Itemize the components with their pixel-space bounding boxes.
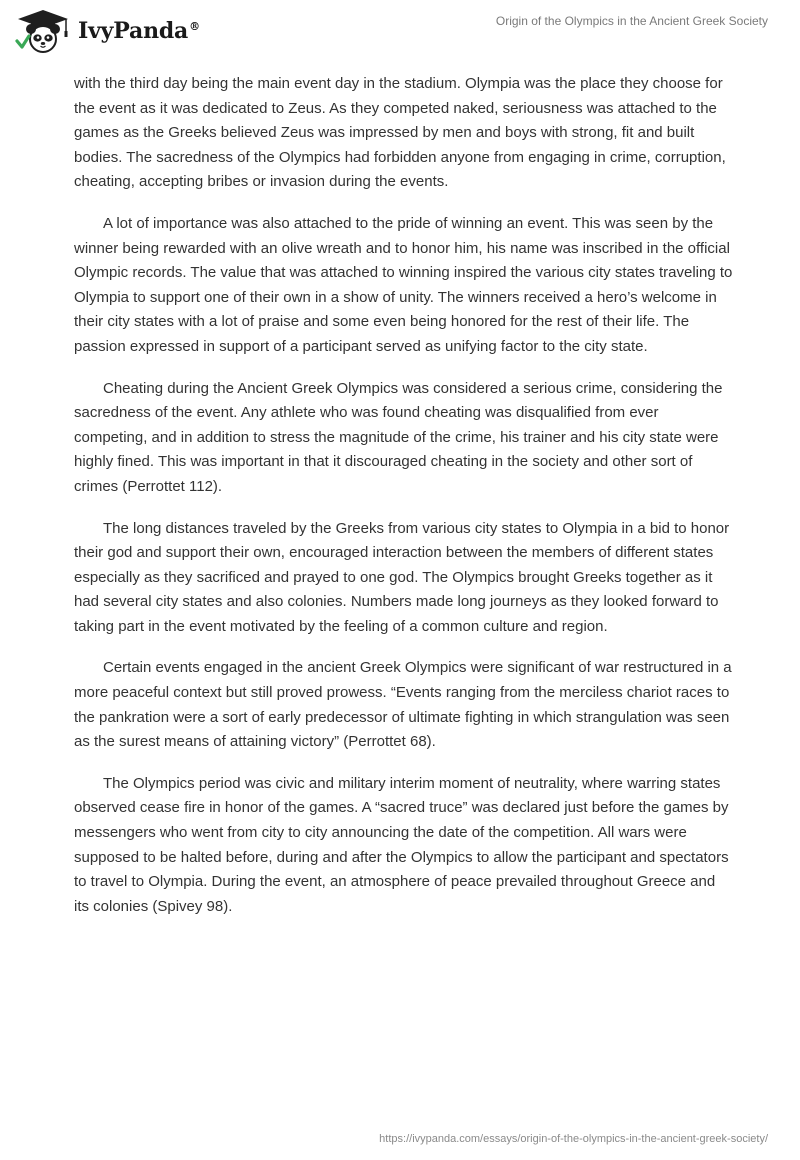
essay-paragraph: The Olympics period was civic and military interim moment of neutrality, where warring states observed cease fire in honor of the games. A “sacred truce” was declared just before the games by messengers who went from city to city announcing the date of the competition. All wars were supposed to be halted before, during and after the Olympics to allow the participant and spectators to travel to Olympia. During the event, an atmosphere of peace prevailed throughout Greece and its colonies (Spivey 98). [74,774,729,915]
essay-paragraph: with the third day being the main event day in the stadium. Olympia was the place they choose for the event as it was dedicated to Zeus. As they competed naked, seriousness was attached to the games as the Greeks believed Zeus was impressed by men and boys with strong, fit and built bodies. The sacredness of the Olympics had forbidden anyone from engaging in crime, corruption, cheating, accepting bribes or invasion during the events. [74,75,726,191]
page-header [0,0,800,62]
essay-paragraph: Cheating during the Ancient Greek Olympics was considered a serious crime, considering the sacredness of the event. Any athlete who was found cheating was disqualified from ever competing, and in addition to stress the magnitude of the crime, his trainer and his city state were highly fined. This was important in that it discouraged cheating in the society and other sort of crimes (Perrottet 112). [74,379,723,495]
ivypanda-logo[interactable] [14,8,200,54]
essay-paragraph: Certain events engaged in the ancient Greek Olympics were significant of war restructured in a more peaceful context but still proved prowess. “Events ranging from the merciless chariot races to the pankration were a sort of early predecessor of ultimate fighting in which strangulation was seen as the surest means of attaining victory” (Perrottet 68). [74,659,732,751]
essay-paragraph: A lot of importance was also attached to the pride of winning an event. This was seen by the winner being rewarded with an olive wreath and to honor him, his name was inscribed in the official Olympic records. The value that was attached to winning inspired the various city states traveling to Olympia to support one of their own in a show of unity. The winners received a hero’s welcome in their city states with a lot of praise and some even being honored for the rest of their life. The passion expressed in support of a participant served as unifying factor to the city state. [74,214,733,355]
panda-graduation-icon [14,8,72,54]
essay-body [74,72,734,936]
source-url-link[interactable]: https://ivypanda.com/essays/origin-of-the-olympics-in-the-ancient-greek-society/ [379,1133,768,1145]
document-running-title: Origin of the Olympics in the Ancient Greek Society [495,14,768,28]
logo-wordmark: IvyPanda® [78,18,200,44]
essay-paragraph: The long distances traveled by the Greeks from various city states to Olympia in a bid to honor their god and support their own, encouraged interaction between the members of different states especially as they sacrificed and prayed to one god. The Olympics brought Greeks together as it had several city states and also colonies. Numbers made long journeys as they looked forward to taking part in the event motivated by the feeling of a common culture and region. [74,519,730,635]
